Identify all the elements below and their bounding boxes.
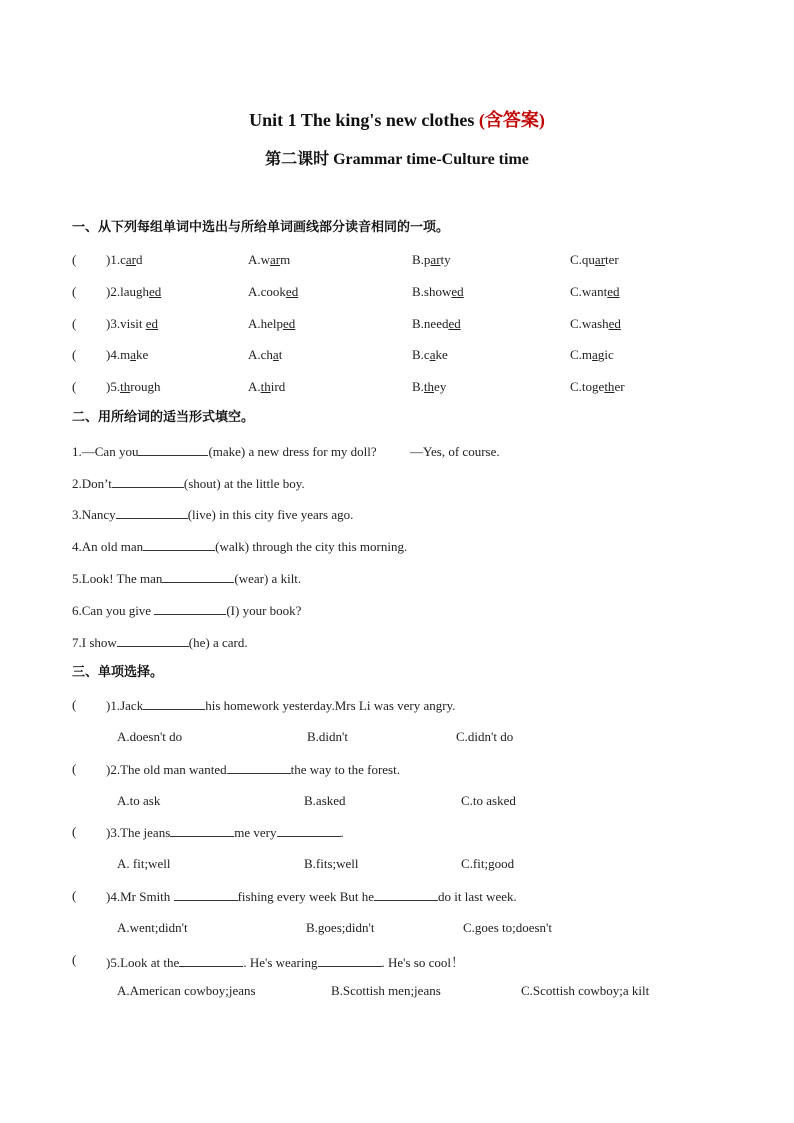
part1-option-b[interactable]: B.showed: [412, 284, 464, 299]
part1-option-c[interactable]: C.wanted: [570, 284, 620, 299]
part1-option-a[interactable]: A.helped: [248, 316, 296, 331]
part1-option-c[interactable]: C.magic: [570, 347, 614, 362]
choice-option-b[interactable]: B.asked: [304, 793, 346, 808]
choice-option-c[interactable]: C.goes to;doesn't: [463, 920, 553, 935]
page-title: [0, 106, 794, 132]
fill-blank[interactable]: [162, 570, 234, 583]
fill-blank[interactable]: [154, 602, 226, 615]
part1-option-c[interactable]: C.washed: [570, 316, 621, 331]
fill-item: 7.I show (he) a card.: [72, 635, 248, 650]
answer-paren[interactable]: (: [72, 284, 77, 299]
section-1-heading: 一、从下列每组单词中选出与所给单词画线部分读音相同的一项。: [72, 220, 450, 235]
page-subtitle: 第二课时 Grammar time-Culture time: [265, 151, 529, 168]
part1-option-b[interactable]: B.they: [412, 379, 447, 394]
choice-option-a[interactable]: A. fit;well: [117, 856, 171, 871]
part1-option-a[interactable]: A.chat: [248, 347, 283, 362]
choice-question: )4.Mr Smith fishing every week But he do it last week.: [106, 889, 517, 904]
answer-paren[interactable]: (: [72, 347, 77, 362]
choice-option-c[interactable]: C.to asked: [461, 793, 516, 808]
fill-blank[interactable]: [117, 634, 189, 647]
choice-option-a[interactable]: A.doesn't do: [117, 729, 183, 744]
answer-paren[interactable]: (: [72, 252, 77, 267]
fill-blank[interactable]: [143, 538, 215, 551]
part1-item-word: )3.visit ed: [106, 316, 159, 331]
choice-option-a[interactable]: A.American cowboy;jeans: [117, 983, 256, 998]
section-3-heading: 三、单项选择。: [72, 665, 164, 680]
part1-option-a[interactable]: A.cooked: [248, 284, 299, 299]
part1-item-word: )1.card: [106, 252, 143, 267]
answer-paren[interactable]: (: [72, 824, 77, 839]
choice-option-b[interactable]: B.didn't: [307, 729, 348, 744]
part1-item-word: )4.make: [106, 347, 149, 362]
answer-paren[interactable]: (: [72, 761, 77, 776]
choice-option-c[interactable]: C.Scottish cowboy;a kilt: [521, 983, 650, 998]
part1-option-c[interactable]: C.quarter: [570, 252, 619, 267]
answer-tag: (含答案): [478, 110, 545, 130]
part1-option-a[interactable]: A.third: [248, 379, 286, 394]
part1-item-word: )5.through: [106, 379, 161, 394]
fill-blank[interactable]: [143, 697, 205, 710]
part1-option-a[interactable]: A.warm: [248, 252, 291, 267]
section-2-heading: 二、用所给词的适当形式填空。: [72, 410, 255, 425]
part1-option-b[interactable]: B.needed: [412, 316, 461, 331]
fill-blank[interactable]: [374, 888, 438, 901]
answer-paren[interactable]: (: [72, 379, 77, 394]
answer-paren[interactable]: (: [72, 888, 77, 903]
fill-item: 5.Look! The man (wear) a kilt.: [72, 571, 302, 586]
choice-question: )3.The jeans me very .: [106, 825, 344, 840]
fill-blank[interactable]: [174, 888, 238, 901]
fill-blank[interactable]: [170, 824, 234, 837]
fill-blank[interactable]: [179, 954, 243, 967]
choice-option-a[interactable]: A.went;didn't: [117, 920, 188, 935]
answer-paren[interactable]: (: [72, 697, 77, 712]
part1-option-b[interactable]: B.cake: [412, 347, 448, 362]
title-main: Unit 1 The king's new clothes: [249, 110, 479, 130]
part1-option-c[interactable]: C.together: [570, 379, 625, 394]
choice-option-c[interactable]: C.fit;good: [461, 856, 515, 871]
fill-item: 6.Can you give (I) your book?: [72, 603, 302, 618]
choice-option-c[interactable]: C.didn't do: [456, 729, 514, 744]
fill-item: 3.Nancy (live) in this city five years ago.: [72, 507, 354, 522]
choice-question: )2.The old man wanted the way to the forest.: [106, 762, 400, 777]
answer-paren[interactable]: (: [72, 316, 77, 331]
choice-option-b[interactable]: B.Scottish men;jeans: [331, 983, 441, 998]
choice-question: )1.Jack his homework yesterday.Mrs Li was very angry.: [106, 698, 456, 713]
fill-blank[interactable]: [318, 954, 382, 967]
choice-option-b[interactable]: B.fits;well: [304, 856, 359, 871]
fill-item: 1.—Can you (make) a new dress for my doll? —Yes, of course.: [72, 444, 500, 459]
answer-paren[interactable]: (: [72, 952, 77, 967]
fill-blank[interactable]: [116, 506, 188, 519]
fill-blank[interactable]: [112, 475, 184, 488]
fill-blank[interactable]: [227, 761, 291, 774]
choice-question: )5.Look at the . He's wearing . He's so cool！: [106, 955, 465, 970]
choice-option-a[interactable]: A.to ask: [117, 793, 161, 808]
fill-item: 2.Don’t (shout) at the little boy.: [72, 476, 305, 491]
fill-blank[interactable]: [138, 443, 208, 456]
part1-item-word: )2.laughed: [106, 284, 162, 299]
part1-option-b[interactable]: B.party: [412, 252, 451, 267]
fill-item: 4.An old man (walk) through the city this morning.: [72, 539, 408, 554]
choice-option-b[interactable]: B.goes;didn't: [306, 920, 375, 935]
fill-blank[interactable]: [277, 824, 341, 837]
